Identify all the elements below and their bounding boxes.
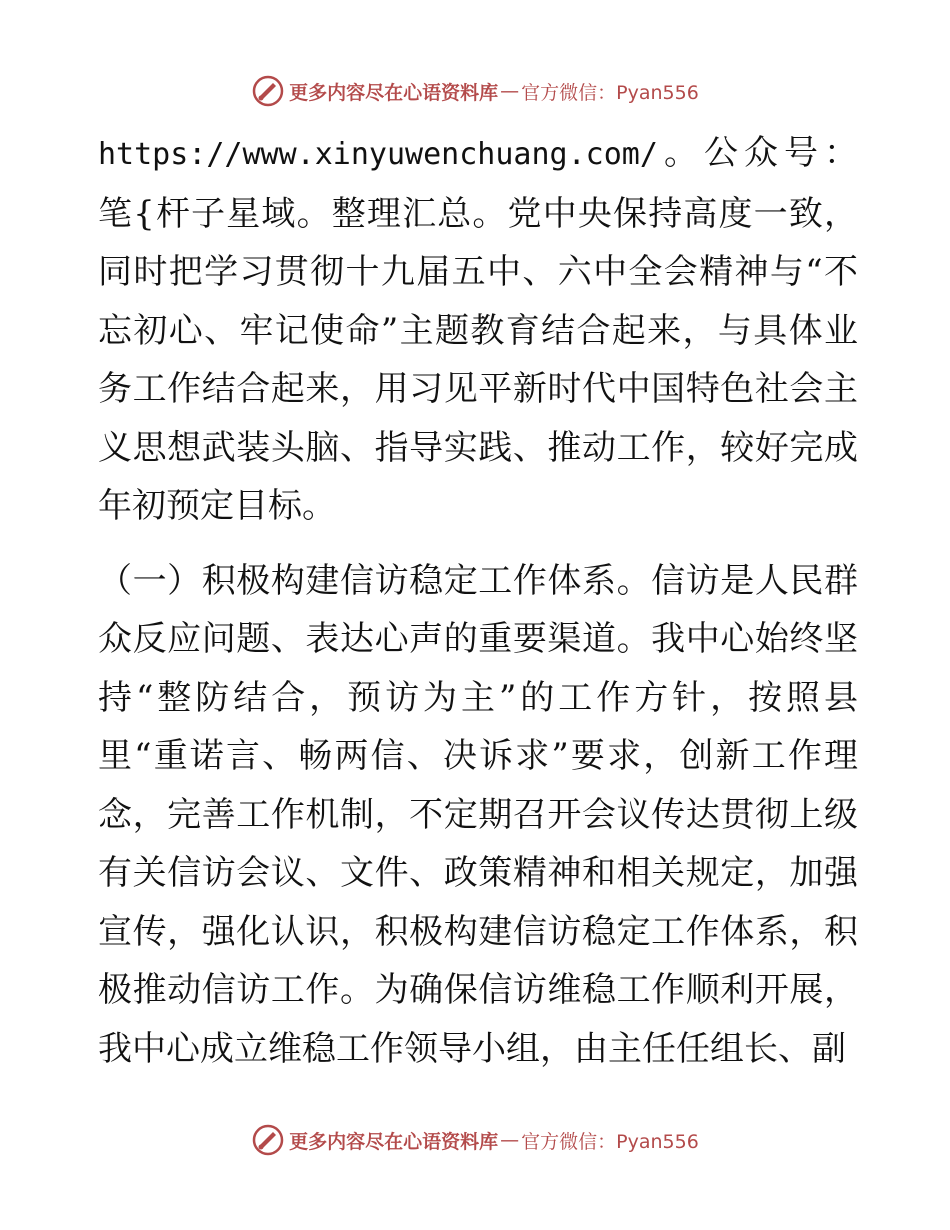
- watermark-contact: 官方微信：Pyan556: [521, 81, 699, 104]
- website-url: https://www.xinyuwenchuang.com/: [98, 137, 658, 172]
- paragraph-1: [98, 124, 858, 536]
- footer-watermark: [0, 1120, 950, 1160]
- watermark-contact: 官方微信：Pyan556: [521, 1130, 699, 1153]
- paragraph-2: （一）积极构建信访稳定工作体系。信访是人民群众反应问题、表达心声的重要渠道。我中心始终坚持“整防结合，预访为主”的工作方针，按照县里“重诺言、畅两信、决诉求”要求，创新工作理念，完善工作机制，不定期召开会议传达贯彻上级有关信访会议、文件、政策精神和相关规定，加强宣传，强化认识，积极构建信访稳定工作体系，积极推动信访工作。为确保信访维稳工作顺利开展，我中心成立维稳工作领导小组，由主任任组长、副: [98, 560, 858, 1069]
- document-body: [98, 124, 858, 1078]
- header-watermark: [0, 71, 950, 111]
- logo-icon: [251, 74, 285, 108]
- watermark-separator: —: [500, 80, 520, 102]
- watermark-brand: 更多内容尽在心语资料库: [289, 81, 499, 104]
- logo-icon: [251, 1123, 285, 1157]
- watermark-brand: 更多内容尽在心语资料库: [289, 1130, 499, 1153]
- paragraph-1-text: 。公众号：笔{杆子星域。整理汇总。党中央保持高度一致，同时把学习贯彻十九届五中、六中全会精神与“不忘初心、牢记使命”主题教育结合起来，与具体业务工作结合起来，用习见平新时代中国特色社会主义思想武装头脑、指导实践、推动工作，较好完成年初预定目标。: [98, 133, 858, 526]
- watermark-separator: —: [500, 1129, 520, 1151]
